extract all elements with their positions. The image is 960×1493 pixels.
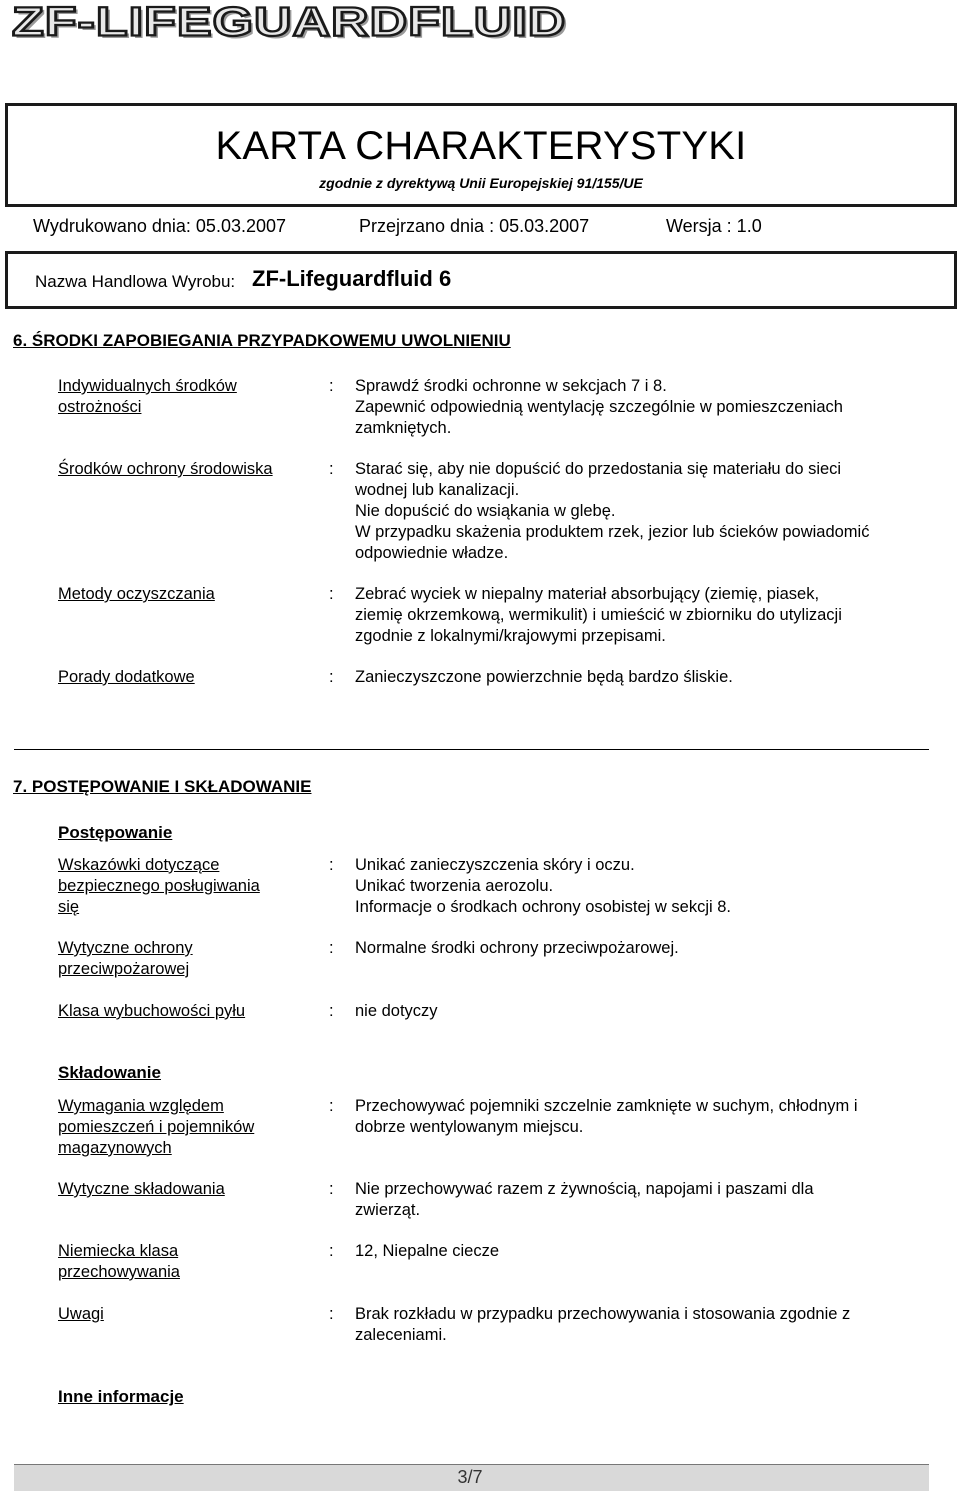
section-7-heading: 7. POSTĘPOWANIE I SKŁADOWANIE xyxy=(13,777,312,796)
section-divider xyxy=(14,749,929,750)
row-colon: : xyxy=(329,939,334,957)
row-value: Przechowywać pojemniki szczelnie zamknięte w suchym, chłodnym i dobrze wentylowanym miejscu. xyxy=(355,1097,858,1136)
row-label: Indywidualnych środków ostrożności xyxy=(58,377,237,416)
document-title: KARTA CHARAKTERYSTYKI xyxy=(215,124,747,168)
trade-name-value: ZF-Lifeguardfluid 6 xyxy=(252,266,452,291)
row-colon: : xyxy=(329,668,334,686)
row-label: Wytyczne ochrony przeciwpożarowej xyxy=(58,939,193,978)
section-6-heading: 6. ŚRODKI ZAPOBIEGANIA PRZYPADKOWEMU UWOLNIENIU xyxy=(13,331,511,350)
row-colon: : xyxy=(329,1305,334,1323)
reviewed-date: Przejrzano dnia : 05.03.2007 xyxy=(359,216,590,236)
printed-date: Wydrukowano dnia: 05.03.2007 xyxy=(33,216,287,236)
row-value: 12, Niepalne ciecze xyxy=(355,1242,500,1260)
trade-name-box xyxy=(5,251,957,309)
row-colon: : xyxy=(329,1242,334,1260)
other-info-heading: Inne informacje xyxy=(58,1387,184,1406)
row-colon: : xyxy=(329,585,334,603)
row-label: Środków ochrony środowiska xyxy=(58,460,273,478)
row-label: Niemiecka klasa przechowywania xyxy=(58,1242,180,1281)
row-colon: : xyxy=(329,856,334,874)
row-value: Nie przechowywać razem z żywnością, napojami i paszami dla zwierząt. xyxy=(355,1180,814,1219)
row-label: Uwagi xyxy=(58,1305,104,1323)
handling-heading: Postępowanie xyxy=(58,823,173,842)
row-label: Klasa wybuchowości pyłu xyxy=(58,1002,246,1020)
row-value: Starać się, aby nie dopuścić do przedostania się materiału do sieci wodnej lub kanalizacji. Nie dopuścić do wsiąkania w glebę. W przypadku skażenia produktem rzek, jezior lub ścieków powiadomić odpowiednie władze. xyxy=(355,460,870,562)
document-title-box xyxy=(5,103,957,207)
version: Wersja : 1.0 xyxy=(666,216,762,236)
row-label: Wymagania względem pomieszczeń i pojemników magazynowych xyxy=(58,1097,255,1157)
trade-name-label: Nazwa Handlowa Wyrobu: xyxy=(35,272,236,291)
company-logo: ZF-LIFEGUARDFLUID xyxy=(12,2,567,45)
row-value: Zebrać wyciek w niepalny materiał absorbujący (ziemię, piasek, ziemię okrzemkową, wermikulit) i umieścić w zbiorniku do utylizacji zgodnie z lokalnymi/krajowymi przepisami. xyxy=(355,585,842,645)
row-value: Sprawdź środki ochronne w sekcjach 7 i 8. Zapewnić odpowiednią wentylację szczególnie w pomieszczeniach zamkniętych. xyxy=(355,377,843,437)
row-colon: : xyxy=(329,1097,334,1115)
row-value: Brak rozkładu w przypadku przechowywania i stosowania zgodnie z zaleceniami. xyxy=(355,1305,851,1344)
row-value: nie dotyczy xyxy=(355,1002,438,1020)
row-colon: : xyxy=(329,1002,334,1020)
page-number: 3/7 xyxy=(457,1467,483,1487)
row-value: Zanieczyszczone powierzchnie będą bardzo śliskie. xyxy=(355,668,733,686)
row-value: Unikać zanieczyszczenia skóry i oczu. Unikać tworzenia aerozolu. Informacje o środkach ochrony osobistej w sekcji 8. xyxy=(355,856,732,916)
row-colon: : xyxy=(329,1180,334,1198)
row-label: Wskazówki dotyczące bezpiecznego posługiwania się xyxy=(58,856,260,916)
storage-heading: Składowanie xyxy=(58,1063,161,1082)
row-colon: : xyxy=(329,377,334,395)
document-subtitle: zgodnie z dyrektywą Unii Europejskiej 91/155/UE xyxy=(319,175,643,191)
row-label: Metody oczyszczania xyxy=(58,585,215,603)
row-value: Normalne środki ochrony przeciwpożarowej. xyxy=(355,939,679,957)
row-label: Wytyczne składowania xyxy=(58,1180,225,1198)
row-label: Porady dodatkowe xyxy=(58,668,195,686)
row-colon: : xyxy=(329,460,334,478)
